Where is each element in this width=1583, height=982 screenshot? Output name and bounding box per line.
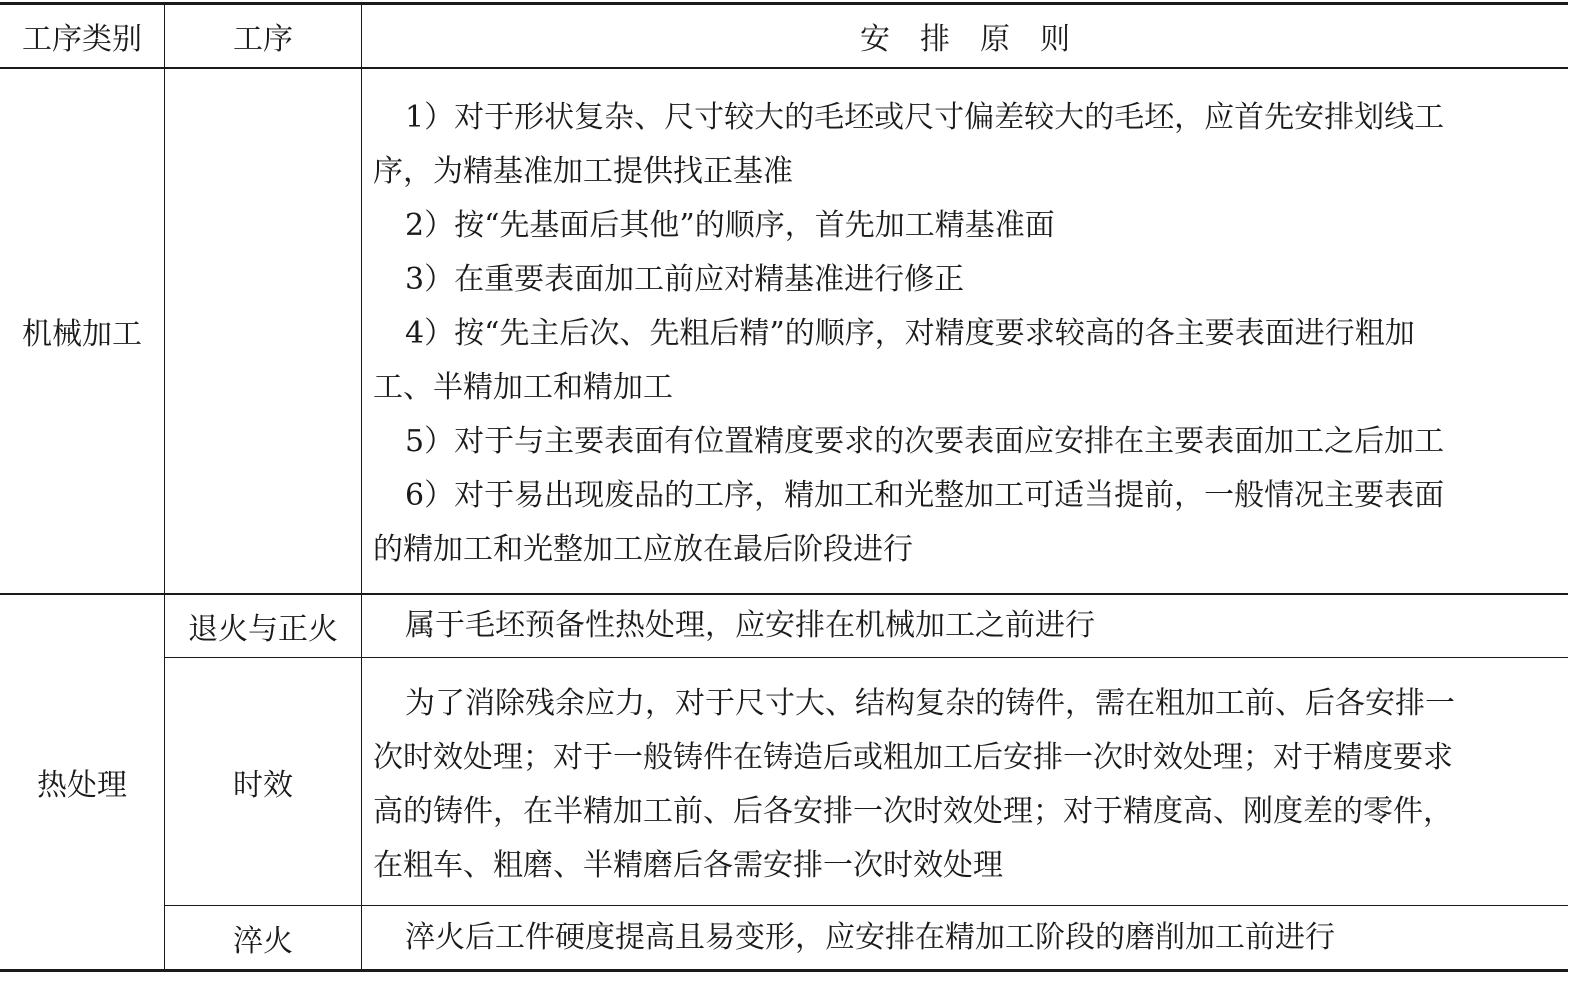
machining-line-4: 3）在重要表面加工前应对精基准进行修正 xyxy=(405,262,965,297)
machining-line-2: 序，为精基准加工提供找正基准 xyxy=(373,154,793,189)
process-annealing: 退火与正火 xyxy=(188,612,338,647)
table-bottom-rule xyxy=(0,969,1568,972)
process-machining xyxy=(165,69,361,593)
aging-line-2: 次时效处理；对于一般铸件在铸造后或粗加工后安排一次时效处理；对于精度要求 xyxy=(373,740,1453,775)
header-category: 工序类别 xyxy=(22,22,142,57)
annealing-text: 属于毛坯预备性热处理，应安排在机械加工之前进行 xyxy=(405,608,1095,643)
row-divider-annealing xyxy=(164,657,1568,658)
category-machining: 机械加工 xyxy=(22,317,142,352)
process-quenching: 淬火 xyxy=(233,923,293,959)
aging-line-4: 在粗车、粗磨、半精磨后各需安排一次时效处理 xyxy=(373,848,1003,883)
machining-line-1: 1）对于形状复杂、尺寸较大的毛坯或尺寸偏差较大的毛坯，应首先安排划线工 xyxy=(405,100,1445,135)
quenching-text: 淬火后工件硬度提高且易变形，应安排在精加工阶段的磨削加工前进行 xyxy=(405,920,1335,955)
column-divider-2 xyxy=(361,4,362,970)
machining-line-8: 6）对于易出现废品的工序，精加工和光整加工可适当提前，一般情况主要表面 xyxy=(405,478,1445,513)
process-aging: 时效 xyxy=(233,767,293,803)
category-heat-treatment: 热处理 xyxy=(37,768,127,803)
aging-line-1: 为了消除残余应力，对于尺寸大、结构复杂的铸件，需在粗加工前、后各安排一 xyxy=(405,686,1455,721)
machining-line-9: 的精加工和光整加工应放在最后阶段进行 xyxy=(373,532,913,567)
machining-line-3: 2）按“先基面后其他”的顺序，首先加工精基准面 xyxy=(405,208,1055,243)
row-divider-aging xyxy=(164,905,1568,906)
machining-line-7: 5）对于与主要表面有位置精度要求的次要表面应安排在主要表面加工之后加工 xyxy=(405,424,1445,459)
machining-line-5: 4）按“先主后次、先粗后精”的顺序，对精度要求较高的各主要表面进行粗加 xyxy=(405,316,1415,351)
machining-line-6: 工、半精加工和精加工 xyxy=(373,370,673,405)
header-principle: 安 排 原 则 xyxy=(860,22,1070,57)
aging-line-3: 高的铸件，在半精加工前、后各安排一次时效处理；对于精度高、刚度差的零件， xyxy=(373,794,1453,829)
header-process: 工序 xyxy=(233,22,293,57)
